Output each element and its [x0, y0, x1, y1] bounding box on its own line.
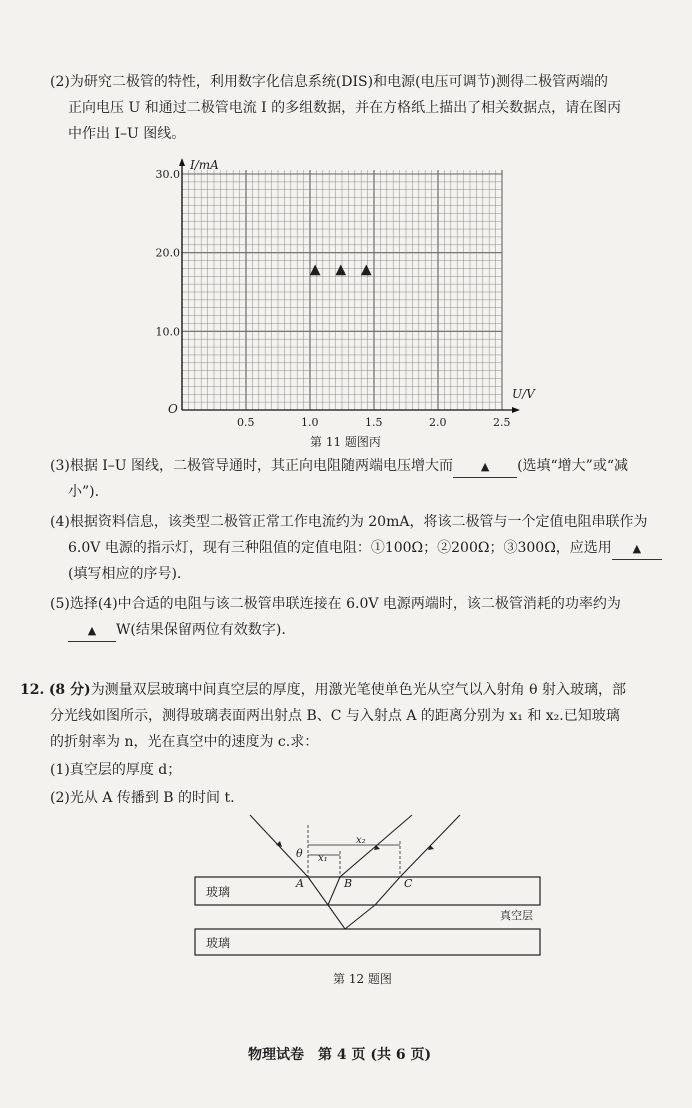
q11-part3-line2: 小”). — [68, 484, 100, 500]
q12-line3: 的折射率为 n，光在真空中的速度为 c.求： — [50, 734, 319, 750]
x-axis-label: U/V — [512, 387, 535, 401]
q11-part4-text: 6.0V 电源的指示灯，现有三种阻值的定值电阻：①100Ω；②200Ω；③300Ω，应选用 — [68, 540, 612, 556]
data-point-marker: ▲ — [360, 261, 372, 278]
glass-top-slab — [195, 877, 540, 905]
q11-part4-line1: (4)根据资料信息，该类型二极管正常工作电流约为 20mA，将该二极管与一个定值电阻串联作为 — [50, 514, 648, 530]
data-point-marker: ▲ — [309, 261, 321, 278]
page-footer: 物理试卷 第 4 页 (共 6 页) — [248, 1047, 432, 1063]
answer-blank-3[interactable] — [453, 456, 517, 478]
q12-line1 — [20, 680, 626, 701]
point-c-label: C — [404, 877, 413, 890]
data-point-marker: ▲ — [335, 261, 347, 278]
glass-bottom-label: 玻璃 — [206, 936, 231, 950]
x-axis-arrow-icon — [512, 407, 520, 413]
fig12-diagram — [190, 815, 550, 970]
x-tick-label: 0.5 — [237, 416, 255, 429]
q12-sub1: (1)真空层的厚度 d； — [50, 762, 182, 778]
q11-part5-end: W(结果保留两位有效数字). — [116, 622, 286, 638]
q12-number: 12. — [20, 682, 45, 698]
y-axis-label: I/mA — [190, 158, 219, 172]
x-tick-label: 2.5 — [493, 416, 511, 429]
q11-part5-line1: (5)选择(4)中合适的电阻与该二极管串联连接在 6.0V 电源两端时，该二极管消耗的功率约为 — [50, 596, 621, 612]
point-a-label: A — [296, 877, 304, 890]
ray-into-vacuum — [328, 905, 375, 929]
answer-marker-icon: ▲ — [632, 542, 642, 555]
q12-line2: 分光线如图所示，测得玻璃表面两出射点 B、C 与入射点 A 的距离分别为 x₁ 和 x₂.已知玻璃 — [50, 708, 620, 724]
x-tick-label: 1.5 — [365, 416, 383, 429]
answer-blank-4[interactable] — [612, 538, 662, 560]
chart-axes — [179, 158, 520, 413]
x-tick-label: 2.0 — [429, 416, 447, 429]
y-tick-label: 30.0 — [155, 168, 180, 181]
q11-part2-line1: (2)为研究二极管的特性，利用数字化信息系统(DIS)和电源(电压可调节)测得二极管两端的 — [50, 74, 609, 90]
answer-blank-5[interactable] — [68, 620, 116, 642]
origin-label: O — [168, 402, 178, 416]
ray-reflected-ab — [328, 815, 412, 905]
y-axis-arrow-icon — [179, 158, 185, 166]
vacuum-label: 真空层 — [500, 909, 533, 922]
x-tick-label: 1.0 — [301, 416, 319, 429]
q11-part2-line2: 正向电压 U 和通过二极管电流 I 的多组数据，并在方格纸上描出了相关数据点，请在图丙 — [68, 100, 622, 116]
x1-label: x₁ — [318, 853, 328, 864]
answer-marker-icon: ▲ — [480, 460, 490, 473]
q12-score: (8 分) — [48, 682, 91, 698]
q11-part4-line2 — [68, 538, 662, 560]
fig12-caption: 第 12 题图 — [333, 972, 392, 986]
y-tick-label: 10.0 — [155, 325, 180, 339]
point-b-label: B — [344, 877, 353, 890]
ray-in-glass-a — [308, 877, 328, 905]
theta-label: θ — [296, 847, 303, 860]
q11-part3-line1 — [50, 456, 628, 478]
fig11-caption: 第 11 题图丙 — [310, 435, 381, 449]
q12-sub2: (2)光从 A 传播到 B 的时间 t. — [50, 790, 235, 806]
q11-part5-line2 — [68, 620, 286, 642]
q11-part3-text: (3)根据 I–U 图线，二极管导通时，其正向电阻随两端电压增大而 — [50, 458, 454, 474]
q11-part4-line3: (填写相应的序号). — [68, 566, 182, 582]
x2-label: x₂ — [356, 835, 366, 846]
iu-graph-chart — [155, 155, 535, 430]
glass-bottom-slab — [195, 929, 540, 955]
ray-exit-c — [375, 815, 460, 905]
y-tick-label: 20.0 — [155, 246, 180, 260]
answer-marker-icon: ▲ — [87, 624, 97, 637]
q12-text-1: 为测量双层玻璃中间真空层的厚度，用激光笔使单色光从空气以入射角 θ 射入玻璃，部 — [90, 682, 627, 698]
q11-part2-line3: 中作出 I–U 图线。 — [68, 126, 186, 142]
chart-grid-minor — [182, 170, 502, 410]
chart-points — [310, 261, 372, 277]
glass-top-label: 玻璃 — [206, 885, 231, 899]
q11-part3-end: (选填“增大”或“减 — [517, 458, 628, 474]
